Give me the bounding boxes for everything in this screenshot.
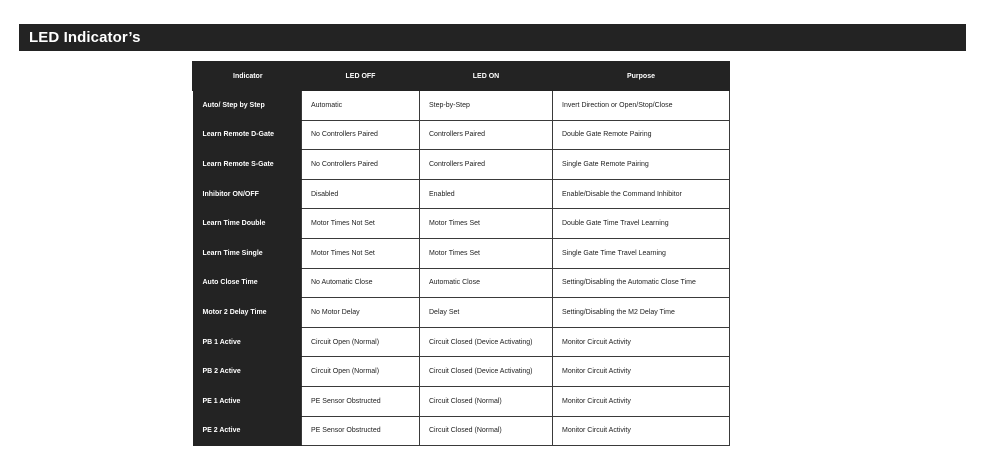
cell-indicator: Inhibitor ON/OFF [193,179,302,209]
cell-purpose: Monitor Circuit Activity [553,386,730,416]
cell-led-on: Controllers Paired [420,120,553,150]
column-header-led-off: LED OFF [302,62,420,91]
cell-led-off: Motor Times Not Set [302,238,420,268]
cell-indicator: Learn Remote S-Gate [193,150,302,180]
table-body [193,91,730,446]
cell-led-off: PE Sensor Obstructed [302,386,420,416]
cell-led-on: Circuit Closed (Device Activating) [420,327,553,357]
table-row [193,386,730,416]
cell-indicator: Motor 2 Delay Time [193,298,302,328]
cell-indicator: Auto/ Step by Step [193,91,302,121]
table-row [193,150,730,180]
column-header-purpose: Purpose [553,62,730,91]
cell-purpose: Monitor Circuit Activity [553,357,730,387]
cell-purpose: Setting/Disabling the Automatic Close Time [553,268,730,298]
cell-led-off: Disabled [302,179,420,209]
cell-indicator: Learn Remote D-Gate [193,120,302,150]
cell-purpose: Single Gate Remote Pairing [553,150,730,180]
table-row [193,120,730,150]
table-row [193,416,730,446]
table-row [193,209,730,239]
cell-purpose: Setting/Disabling the M2 Delay Time [553,298,730,328]
cell-led-off: No Motor Delay [302,298,420,328]
cell-purpose: Invert Direction or Open/Stop/Close [553,91,730,121]
cell-led-on: Circuit Closed (Device Activating) [420,357,553,387]
cell-led-on: Circuit Closed (Normal) [420,416,553,446]
table-row [193,91,730,121]
cell-purpose: Single Gate Time Travel Learning [553,238,730,268]
cell-indicator: PB 2 Active [193,357,302,387]
cell-led-off: No Controllers Paired [302,150,420,180]
cell-indicator: Learn Time Double [193,209,302,239]
cell-purpose: Enable/Disable the Command Inhibitor [553,179,730,209]
cell-led-off: Automatic [302,91,420,121]
cell-purpose: Monitor Circuit Activity [553,416,730,446]
cell-indicator: PB 1 Active [193,327,302,357]
table-row [193,327,730,357]
table-row [193,179,730,209]
title-bar [19,24,966,51]
cell-indicator: PE 2 Active [193,416,302,446]
cell-led-on: Delay Set [420,298,553,328]
cell-led-on: Automatic Close [420,268,553,298]
table-row [193,357,730,387]
cell-led-off: Circuit Open (Normal) [302,327,420,357]
column-header-led-on: LED ON [420,62,553,91]
cell-purpose: Monitor Circuit Activity [553,327,730,357]
table-row [193,268,730,298]
cell-led-off: Circuit Open (Normal) [302,357,420,387]
cell-led-on: Circuit Closed (Normal) [420,386,553,416]
cell-led-on: Motor Times Set [420,209,553,239]
table-row [193,298,730,328]
page-title: LED Indicator’s [29,29,141,46]
table-header-row [193,62,730,91]
cell-purpose: Double Gate Remote Pairing [553,120,730,150]
cell-purpose: Double Gate Time Travel Learning [553,209,730,239]
cell-led-off: No Automatic Close [302,268,420,298]
cell-indicator: Auto Close Time [193,268,302,298]
cell-indicator: PE 1 Active [193,386,302,416]
cell-led-off: PE Sensor Obstructed [302,416,420,446]
cell-led-on: Controllers Paired [420,150,553,180]
cell-led-off: Motor Times Not Set [302,209,420,239]
cell-led-on: Motor Times Set [420,238,553,268]
cell-indicator: Learn Time Single [193,238,302,268]
column-header-indicator: Indicator [193,62,302,91]
cell-led-off: No Controllers Paired [302,120,420,150]
cell-led-on: Enabled [420,179,553,209]
cell-led-on: Step-by-Step [420,91,553,121]
led-indicator-table [192,61,730,446]
table-row [193,238,730,268]
